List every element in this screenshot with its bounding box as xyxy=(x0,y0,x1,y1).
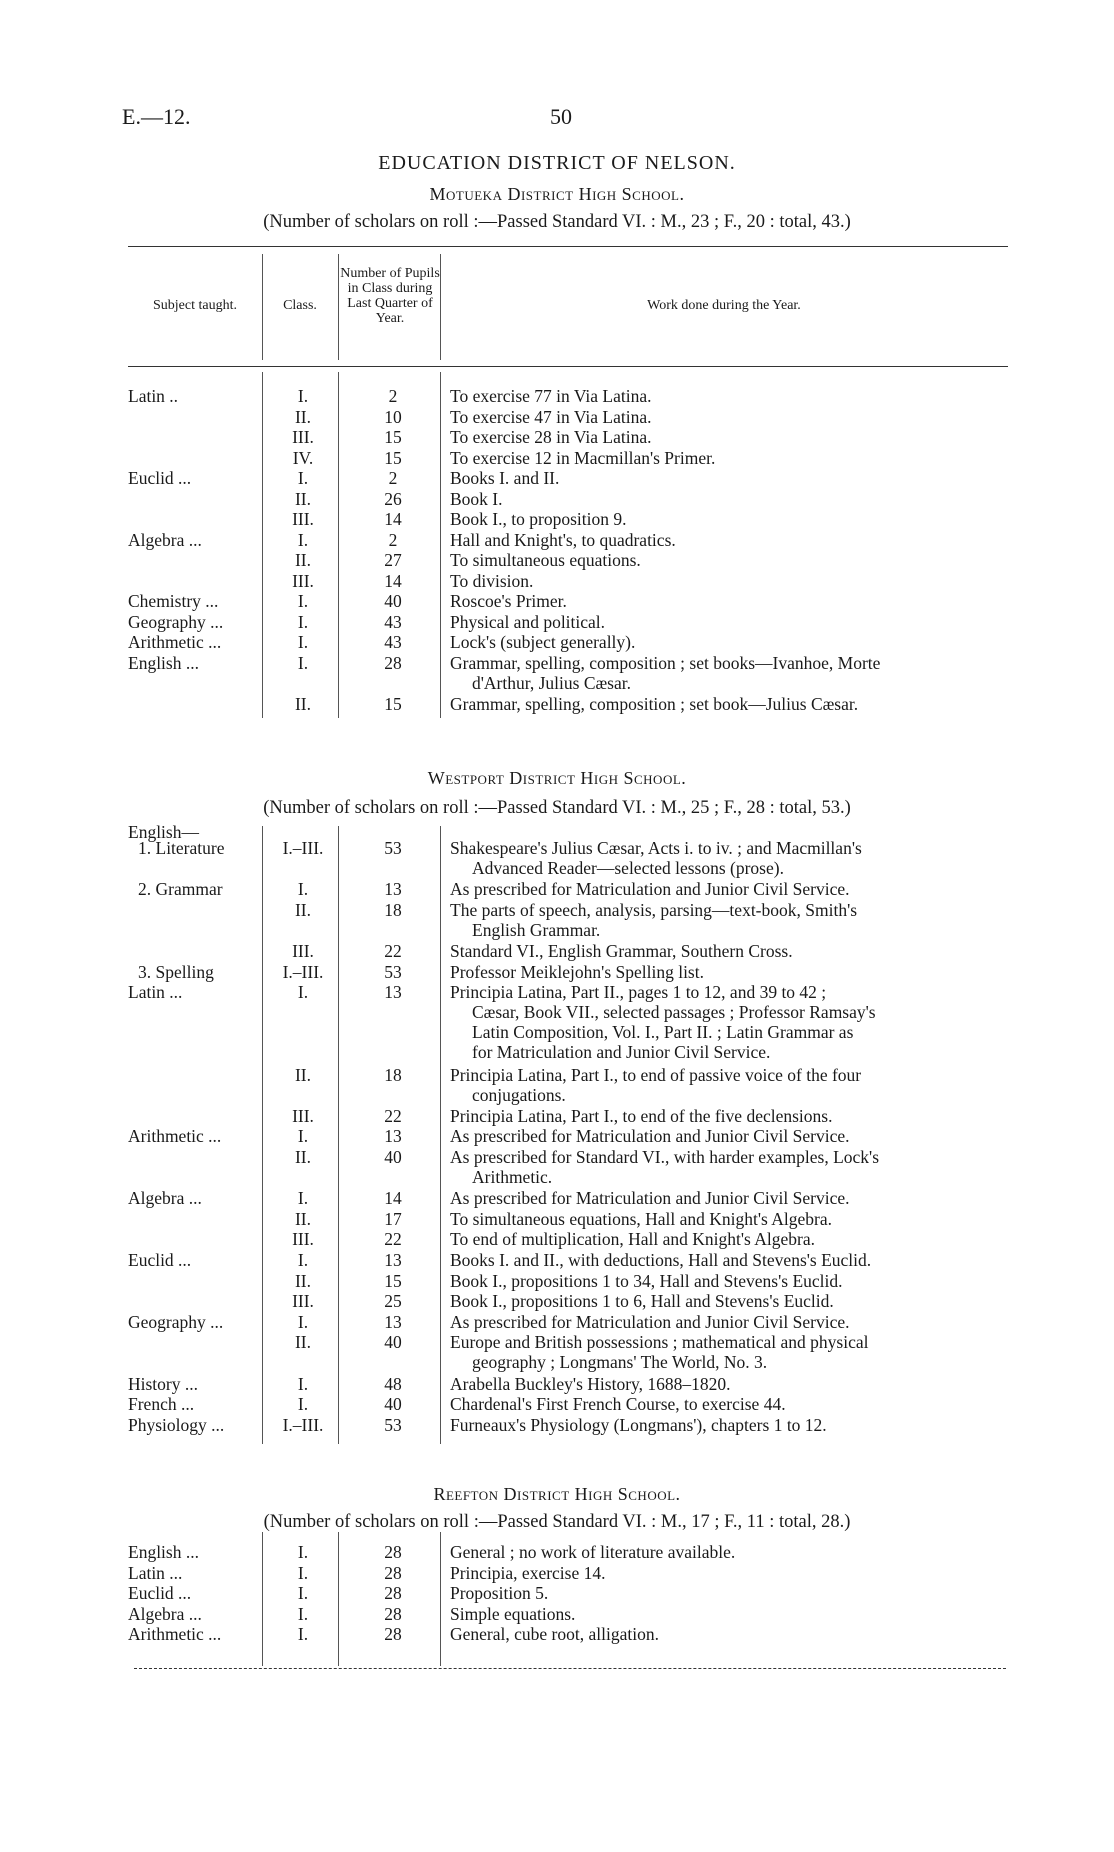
row-work xyxy=(450,1624,1010,1644)
row-class: IV. xyxy=(292,447,314,468)
work-line: The parts of speech, analysis, parsing—text-book, Smith's xyxy=(450,899,858,920)
work-line: To division. xyxy=(450,570,534,591)
row-work xyxy=(450,838,1010,878)
work-line: To simultaneous equations, Hall and Knight's Algebra. xyxy=(450,1208,833,1229)
row-class: I. xyxy=(297,1250,309,1270)
page-reference: E.—12. xyxy=(122,104,191,129)
row-pupils: 13 xyxy=(384,1126,402,1147)
work-line: Arabella Buckley's History, 1688–1820. xyxy=(450,1373,731,1394)
row-work xyxy=(450,468,1010,488)
row-pupils: 53 xyxy=(384,961,402,982)
row-class: I. xyxy=(297,879,309,900)
row-class: II. xyxy=(294,550,312,570)
row-class: I.–III. xyxy=(282,1414,324,1435)
work-line: Professor Meiklejohn's Spelling list. xyxy=(450,961,704,982)
row-class: I.–III. xyxy=(282,838,324,858)
work-line: Simple equations. xyxy=(450,1603,576,1624)
work-line: Advanced Reader—selected lessons (prose). xyxy=(472,858,784,878)
row-work xyxy=(450,509,1010,529)
row-work xyxy=(450,632,1010,652)
row-work xyxy=(450,571,1010,591)
row-pupils: 10 xyxy=(384,406,402,427)
row-pupils: 22 xyxy=(384,1105,402,1126)
row-class: II. xyxy=(294,1332,312,1353)
row-work xyxy=(450,694,1010,714)
row-work xyxy=(450,941,1010,961)
row-class: I. xyxy=(297,1542,309,1562)
work-line: To exercise 47 in Via Latina. xyxy=(450,406,652,427)
row-pupils: 28 xyxy=(384,1603,402,1624)
work-line: Europe and British possessions ; mathematical and physical xyxy=(450,1332,869,1353)
row-class: I. xyxy=(297,1126,309,1147)
row-subject: 3. Spelling xyxy=(138,961,214,982)
row-class: I. xyxy=(297,1373,309,1394)
header-top-rule xyxy=(128,246,1008,247)
row-work xyxy=(450,1065,1010,1105)
school-title-motueka: Motueka District High School. xyxy=(429,184,685,204)
row-subject: 1. Literature xyxy=(138,838,225,858)
row-pupils: 13 xyxy=(384,982,402,1003)
row-pupils: 48 xyxy=(384,1373,402,1394)
row-work xyxy=(450,1583,1010,1603)
column-divider xyxy=(440,1532,441,1666)
row-subject: Arithmetic ... xyxy=(128,1624,222,1644)
row-work xyxy=(450,1563,1010,1583)
row-subject: Algebra ... xyxy=(128,529,202,550)
row-work xyxy=(450,489,1010,509)
row-pupils: 2 xyxy=(388,468,398,488)
row-pupils: 15 xyxy=(384,1270,402,1291)
row-work xyxy=(450,653,1010,693)
row-class: II. xyxy=(294,1064,312,1085)
row-pupils: 17 xyxy=(384,1208,402,1229)
row-class: II. xyxy=(294,693,312,714)
row-class: III. xyxy=(292,941,314,961)
row-class: I.–III. xyxy=(282,961,324,982)
row-class: III. xyxy=(292,427,314,447)
row-class: I. xyxy=(297,1188,309,1209)
row-pupils: 14 xyxy=(384,509,402,529)
row-work xyxy=(450,982,1010,1062)
row-class: III. xyxy=(292,1105,314,1126)
row-subject: Latin .. xyxy=(128,386,179,406)
work-line: Chardenal's First French Course, to exercise 44. xyxy=(450,1394,786,1415)
work-line: Book I., propositions 1 to 6, Hall and Stevens's Euclid. xyxy=(450,1291,834,1312)
district-title: EDUCATION DISTRICT OF NELSON. xyxy=(378,152,736,174)
row-class: I. xyxy=(297,468,309,488)
row-work xyxy=(450,962,1010,982)
column-divider xyxy=(338,1532,339,1666)
row-work xyxy=(450,1394,1010,1414)
work-line: Books I. and II. xyxy=(450,468,560,488)
row-work xyxy=(450,1374,1010,1394)
header-divider xyxy=(338,254,339,360)
work-line: Arithmetic. xyxy=(472,1167,553,1187)
work-line: As prescribed for Standard VI., with harder examples, Lock's xyxy=(450,1147,880,1167)
work-line: Book I., propositions 1 to 34, Hall and Stevens's Euclid. xyxy=(450,1270,843,1291)
row-work xyxy=(450,1250,1010,1270)
row-work xyxy=(450,1126,1010,1146)
row-pupils: 15 xyxy=(384,427,402,447)
row-work xyxy=(450,900,1010,940)
work-line: geography ; Longmans' The World, No. 3. xyxy=(472,1352,768,1373)
row-subject: Chemistry ... xyxy=(128,591,219,611)
row-work xyxy=(450,1209,1010,1229)
column-divider xyxy=(262,1532,263,1666)
work-line: General ; no work of literature available. xyxy=(450,1542,736,1562)
row-work xyxy=(450,1271,1010,1291)
row-work xyxy=(450,1188,1010,1208)
row-work xyxy=(450,1415,1010,1435)
row-class: II. xyxy=(294,406,312,427)
row-pupils: 28 xyxy=(384,1583,402,1603)
school-title-westport: Westport District High School. xyxy=(427,768,687,788)
work-line: Furneaux's Physiology (Longmans'), chapters 1 to 12. xyxy=(450,1414,827,1435)
row-work xyxy=(450,1106,1010,1126)
roll-summary-reefton: (Number of scholars on roll :—Passed Standard VI. : M., 17 ; F., 11 : total, 28.) xyxy=(263,1512,851,1532)
row-pupils: 40 xyxy=(384,591,402,611)
row-work xyxy=(450,1229,1010,1249)
row-subject: Algebra ... xyxy=(128,1188,202,1209)
row-work xyxy=(450,407,1010,427)
work-line: Proposition 5. xyxy=(450,1583,549,1603)
row-work xyxy=(450,1604,1010,1624)
row-pupils: 53 xyxy=(384,838,402,858)
work-line: Principia Latina, Part I., to end of the five declensions. xyxy=(450,1105,833,1126)
row-class: I. xyxy=(297,632,309,652)
row-work xyxy=(450,591,1010,611)
row-class: I. xyxy=(297,591,309,611)
header-class: Class. xyxy=(283,298,317,313)
work-line: General, cube root, alligation. xyxy=(450,1624,659,1644)
row-subject: Arithmetic ... xyxy=(128,1126,222,1147)
work-line: Books I. and II., with deductions, Hall and Stevens's Euclid. xyxy=(450,1250,872,1270)
work-line: Principia Latina, Part I., to end of passive voice of the four xyxy=(450,1064,862,1085)
row-class: II. xyxy=(294,1147,312,1167)
work-line: Standard VI., English Grammar, Southern Cross. xyxy=(450,941,793,961)
row-subject: English ... xyxy=(128,1542,199,1562)
work-line: d'Arthur, Julius Cæsar. xyxy=(472,672,631,693)
row-pupils: 40 xyxy=(384,1332,402,1353)
row-class: I. xyxy=(297,1562,309,1583)
row-work xyxy=(450,427,1010,447)
work-line: As prescribed for Matriculation and Junior Civil Service. xyxy=(450,879,850,900)
row-work xyxy=(450,530,1010,550)
work-line: As prescribed for Matriculation and Junior Civil Service. xyxy=(450,1311,850,1332)
row-work xyxy=(450,1147,1010,1187)
row-pupils: 28 xyxy=(384,652,402,673)
work-line: Roscoe's Primer. xyxy=(450,591,567,611)
work-line: Principia Latina, Part II., pages 1 to 12, and 39 to 42 ; xyxy=(450,982,827,1003)
row-pupils: 25 xyxy=(384,1291,402,1312)
row-subject: Euclid ... xyxy=(128,468,192,488)
row-subject: Latin ... xyxy=(128,1562,183,1583)
footer-rule xyxy=(134,1668,1006,1669)
header-pupils: Number of Pupils in Class during Last Quarter of Year. xyxy=(340,266,440,326)
roll-summary-motueka: (Number of scholars on roll :—Passed Standard VI. : M., 23 ; F., 20 : total, 43.) xyxy=(263,212,851,232)
row-pupils: 15 xyxy=(384,447,402,468)
row-pupils: 13 xyxy=(384,879,402,900)
work-line: Latin Composition, Vol. I., Part II. ; Latin Grammar as xyxy=(472,1022,854,1043)
row-class: II. xyxy=(294,1270,312,1291)
work-line: Principia, exercise 14. xyxy=(450,1562,606,1583)
row-pupils: 2 xyxy=(388,386,398,406)
column-divider xyxy=(262,372,263,718)
row-pupils: 26 xyxy=(384,488,402,509)
row-subject: English ... xyxy=(128,652,199,673)
row-class: I. xyxy=(297,1394,309,1415)
row-work xyxy=(450,448,1010,468)
row-subject: Latin ... xyxy=(128,982,183,1003)
row-subject: Geography ... xyxy=(128,611,224,632)
row-class: I. xyxy=(297,386,309,406)
school-title-reefton: Reefton District High School. xyxy=(433,1484,681,1504)
work-line: Grammar, spelling, composition ; set books—Ivanhoe, Morte xyxy=(450,652,881,673)
work-line: To exercise 28 in Via Latina. xyxy=(450,427,652,447)
row-pupils: 28 xyxy=(384,1624,402,1644)
work-line: As prescribed for Matriculation and Junior Civil Service. xyxy=(450,1126,850,1147)
row-class: I. xyxy=(297,1624,309,1644)
row-pupils: 27 xyxy=(384,550,402,570)
work-line: Grammar, spelling, composition ; set book—Julius Cæsar. xyxy=(450,693,859,714)
work-line: Book I. xyxy=(450,488,503,509)
work-line: To end of multiplication, Hall and Knight's Algebra. xyxy=(450,1229,815,1250)
row-work xyxy=(450,550,1010,570)
work-line: Lock's (subject generally). xyxy=(450,632,636,652)
row-pupils: 13 xyxy=(384,1250,402,1270)
row-pupils: 28 xyxy=(384,1542,402,1562)
row-class: III. xyxy=(292,509,314,529)
row-pupils: 22 xyxy=(384,941,402,961)
row-pupils: 28 xyxy=(384,1562,402,1583)
work-line: To simultaneous equations. xyxy=(450,550,641,570)
row-pupils: 43 xyxy=(384,611,402,632)
row-class: I. xyxy=(297,611,309,632)
column-divider xyxy=(262,826,263,1444)
work-line: To exercise 12 in Macmillan's Primer. xyxy=(450,447,716,468)
row-class: I. xyxy=(297,1311,309,1332)
work-line: English Grammar. xyxy=(472,919,601,940)
row-pupils: 15 xyxy=(384,693,402,714)
row-pupils: 22 xyxy=(384,1229,402,1250)
row-class: II. xyxy=(294,488,312,509)
row-work xyxy=(450,879,1010,899)
row-class: I. xyxy=(297,652,309,673)
work-line: Cæsar, Book VII., selected passages ; Professor Ramsay's xyxy=(472,1002,876,1023)
work-line: Book I., to proposition 9. xyxy=(450,509,627,529)
row-subject: Physiology ... xyxy=(128,1414,225,1435)
work-line: To exercise 77 in Via Latina. xyxy=(450,386,652,406)
page-number: 50 xyxy=(550,104,572,129)
work-line: Shakespeare's Julius Cæsar, Acts i. to iv. ; and Macmillan's xyxy=(450,838,862,858)
row-pupils: 40 xyxy=(384,1394,402,1415)
row-pupils: 13 xyxy=(384,1311,402,1332)
row-pupils: 43 xyxy=(384,632,402,652)
header-subject: Subject taught. xyxy=(153,298,237,313)
row-work xyxy=(450,386,1010,406)
work-line: conjugations. xyxy=(472,1084,566,1105)
row-class: I. xyxy=(297,1603,309,1624)
row-work xyxy=(450,1312,1010,1332)
column-divider xyxy=(338,826,339,1444)
row-work xyxy=(450,612,1010,632)
row-subject: Algebra ... xyxy=(128,1603,202,1624)
row-pupils: 14 xyxy=(384,1188,402,1209)
row-class: I. xyxy=(297,982,309,1003)
row-subject: Arithmetic ... xyxy=(128,632,222,652)
row-pupils: 18 xyxy=(384,1064,402,1085)
work-line: As prescribed for Matriculation and Junior Civil Service. xyxy=(450,1188,850,1209)
row-class: III. xyxy=(292,1229,314,1250)
row-subject: French ... xyxy=(128,1394,195,1415)
row-pupils: 40 xyxy=(384,1147,402,1167)
header-bottom-rule xyxy=(128,366,1008,367)
row-work xyxy=(450,1291,1010,1311)
column-divider xyxy=(440,372,441,718)
column-divider xyxy=(440,826,441,1444)
row-pupils: 18 xyxy=(384,899,402,920)
subject-group-english: English— xyxy=(128,822,199,842)
column-divider xyxy=(338,372,339,718)
work-line: for Matriculation and Junior Civil Service. xyxy=(472,1042,771,1063)
row-pupils: 2 xyxy=(388,529,398,550)
row-subject: Geography ... xyxy=(128,1311,224,1332)
row-pupils: 14 xyxy=(384,570,402,591)
row-class: III. xyxy=(292,570,314,591)
row-class: II. xyxy=(294,899,312,920)
row-class: I. xyxy=(297,1583,309,1603)
header-work: Work done during the Year. xyxy=(647,298,801,313)
row-subject: Euclid ... xyxy=(128,1250,192,1270)
row-work xyxy=(450,1332,1010,1372)
roll-summary-westport: (Number of scholars on roll :—Passed Standard VI. : M., 25 ; F., 28 : total, 53.) xyxy=(263,798,851,818)
row-work xyxy=(450,1542,1010,1562)
row-subject: 2. Grammar xyxy=(138,879,223,900)
row-class: II. xyxy=(294,1208,312,1229)
row-class: III. xyxy=(292,1291,314,1312)
work-line: Hall and Knight's, to quadratics. xyxy=(450,529,676,550)
work-line: Physical and political. xyxy=(450,611,606,632)
row-pupils: 53 xyxy=(384,1414,402,1435)
row-subject: History ... xyxy=(128,1373,198,1394)
row-subject: Euclid ... xyxy=(128,1583,192,1603)
row-class: I. xyxy=(297,529,309,550)
